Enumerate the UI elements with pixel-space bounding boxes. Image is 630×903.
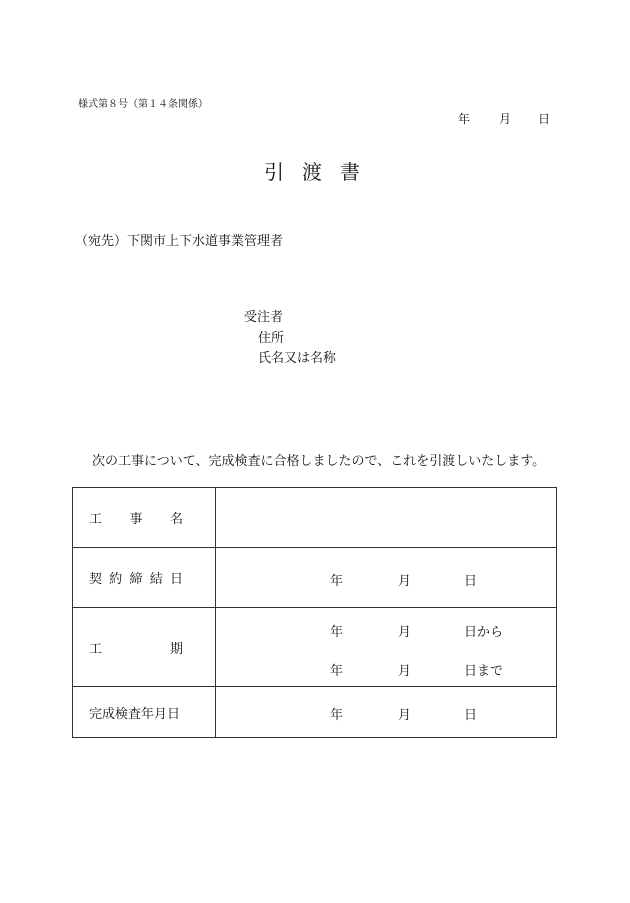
construction-name-label: [89, 508, 183, 527]
contract-date-label-char: 契: [89, 572, 103, 587]
period-label-char: 工: [89, 641, 103, 657]
contract-date-label: [89, 568, 183, 587]
date-year-label: 年: [458, 112, 471, 126]
period-label: [89, 638, 183, 657]
table-row: [73, 608, 557, 687]
inspection-date-label-cell: [73, 687, 216, 738]
document-title: 引渡書: [264, 160, 378, 184]
contract-month-label: 月: [398, 574, 412, 589]
inspection-date-value[interactable]: [216, 687, 557, 738]
period-start-month: 月: [398, 625, 412, 640]
addressee: （宛先）下関市上下水道事業管理者: [75, 234, 284, 249]
period-start-day: 日から: [464, 625, 504, 640]
construction-name-label-char: 工: [89, 512, 103, 527]
table-row: [73, 548, 557, 608]
period-label-cell: [73, 608, 216, 687]
inspection-month-label: 月: [398, 708, 412, 723]
inspection-year-label: 年: [330, 708, 344, 723]
period-value[interactable]: [216, 608, 557, 687]
period-end-month: 月: [398, 664, 412, 679]
handover-details-table: [72, 487, 557, 738]
contractor-label: 受注者: [244, 310, 284, 325]
form-number: 様式第８号（第１４条関係）: [78, 99, 208, 110]
contract-date-label-cell: [73, 548, 216, 608]
construction-name-label-char: 事: [129, 512, 143, 527]
contractor-block: [244, 308, 336, 370]
handover-statement: 次の工事について、完成検査に合格しましたので、これを引渡しいたします。: [92, 454, 546, 469]
period-end-day: 日まで: [464, 664, 504, 679]
submission-date: [458, 110, 550, 127]
construction-name-value[interactable]: [216, 488, 557, 548]
inspection-date-label: 完成検査年月日: [89, 706, 181, 722]
date-day-label: 日: [538, 112, 551, 126]
construction-name-label-char: 名: [169, 512, 183, 527]
contract-year-label: 年: [330, 574, 344, 589]
contract-date-label-char: 締: [129, 572, 143, 587]
contractor-address-label: 住所: [258, 330, 285, 346]
inspection-day-label: 日: [464, 708, 478, 723]
table-row: [73, 687, 557, 738]
date-month-label: 月: [499, 112, 512, 126]
contract-day-label: 日: [464, 574, 478, 589]
table-row: [73, 488, 557, 548]
period-start-year: 年: [330, 625, 344, 640]
period-label-char: 期: [169, 641, 183, 657]
contractor-name-label: 氏名又は名称: [258, 351, 337, 366]
contract-date-label-char: 結: [149, 572, 163, 587]
contract-date-label-char: 日: [169, 572, 183, 587]
contract-date-value[interactable]: [216, 548, 557, 608]
period-end-year: 年: [330, 664, 344, 679]
construction-name-label-cell: [73, 488, 216, 548]
contract-date-label-char: 約: [109, 572, 123, 587]
